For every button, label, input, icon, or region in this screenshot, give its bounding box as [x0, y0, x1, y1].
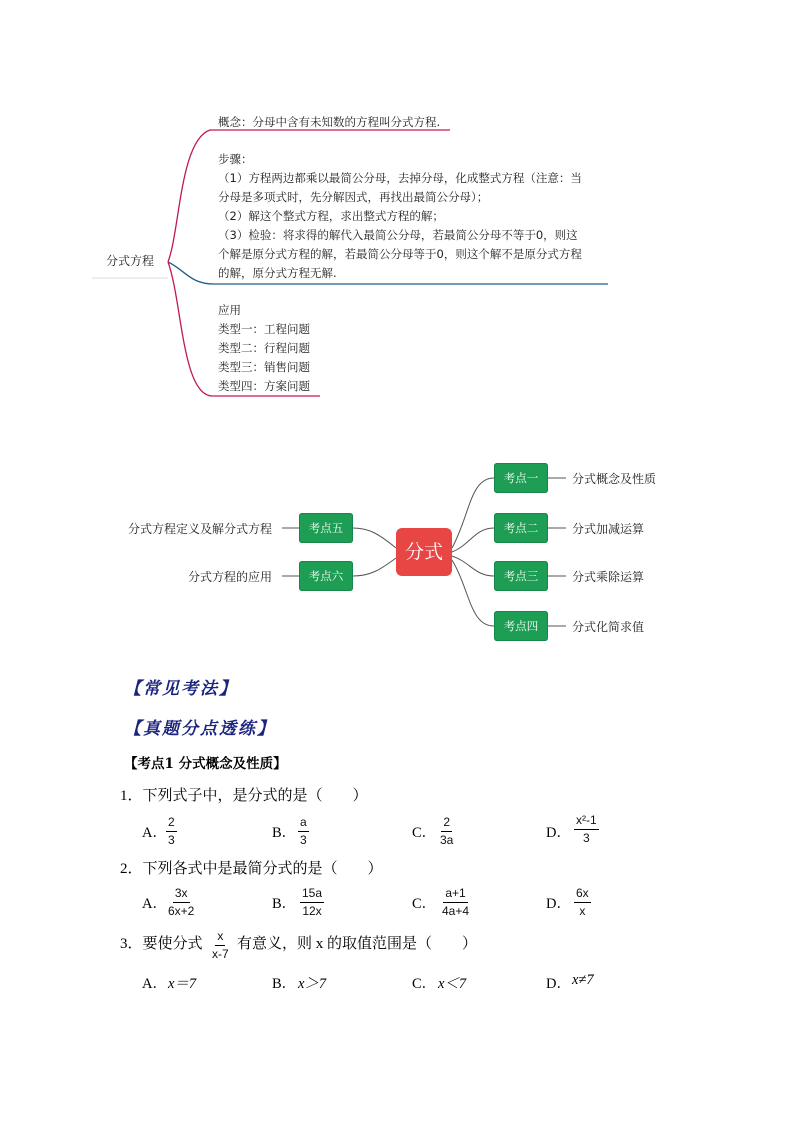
- q1-option-d-label: D．: [546, 825, 571, 841]
- application-line: 类型一：工程问题: [218, 322, 310, 336]
- q3-option-c-label: C．: [412, 976, 437, 992]
- q3-option-a-label: A．: [142, 976, 167, 992]
- section-practice: 【真题分点透练】: [124, 719, 276, 739]
- q2-option-d-fraction: [574, 886, 591, 919]
- steps-line: （3）检验：将求得的解代入最简公分母，若最简公分母不等于0，则这: [218, 228, 578, 242]
- node-kaodian1: 考点一: [494, 463, 548, 493]
- node-kaodian2: 考点二: [494, 513, 548, 543]
- denominator: 3a: [440, 833, 454, 847]
- steps-line: 个解是原分式方程的解，若最简公分母等于0，则这个解不是原分式方程: [218, 247, 582, 261]
- question-2-stem: 2．下列各式中是最简分式的是（ ）: [120, 861, 383, 877]
- denominator: 12x: [302, 904, 322, 918]
- steps-line: （1）方程两边都乘以最简公分母，去掉分母，化成整式方程（注意：当: [218, 171, 582, 185]
- q1-option-a-fraction: [166, 815, 177, 848]
- q1-option-a-label: A．: [142, 825, 167, 841]
- numerator: 15a: [300, 886, 324, 903]
- application-line: 应用: [218, 303, 241, 317]
- steps-line: 分母是多项式时，先分解因式，再找出最简公分母）；: [218, 190, 489, 204]
- q3-option-b-label: B．: [272, 976, 297, 992]
- denominator: 3: [582, 831, 590, 845]
- q1-option-b-label: B．: [272, 825, 297, 841]
- numerator: x: [215, 929, 225, 946]
- node-kaodian5: 考点五: [299, 513, 353, 543]
- mindmap1-root: 分式方程: [106, 254, 155, 268]
- leaf-text: 分式方程定义及解分式方程: [128, 522, 273, 536]
- q1-option-c-fraction: [438, 815, 455, 848]
- question-3-fraction: [210, 929, 231, 962]
- question-1-stem: 1．下列式子中，是分式的是（ ）: [120, 788, 368, 804]
- q2-option-c-label: C．: [412, 896, 437, 912]
- denominator: 4a+4: [442, 904, 470, 918]
- denominator: 6x+2: [168, 904, 195, 918]
- node-kaodian6: 考点六: [299, 561, 353, 591]
- numerator: 3x: [173, 886, 190, 903]
- numerator: a+1: [443, 886, 467, 903]
- question-3-stem-pre: 3．要使分式: [120, 936, 203, 952]
- numerator: 6x: [574, 886, 591, 903]
- denominator: 3: [300, 833, 307, 847]
- q2-option-a-fraction: [166, 886, 196, 919]
- denominator: x-7: [212, 947, 229, 961]
- application-line: 类型三：销售问题: [218, 360, 310, 374]
- steps-line: 的解，原分式方程无解.: [218, 266, 337, 280]
- application-line: 类型二：行程问题: [218, 341, 310, 355]
- leaf-text: 分式加减运算: [572, 522, 645, 536]
- numerator: 2: [166, 815, 177, 832]
- leaf-text: 分式化简求值: [572, 620, 645, 634]
- q2-option-b-label: B．: [272, 896, 297, 912]
- section-common: 【常见考法】: [124, 679, 238, 699]
- q1-option-d-fraction: [574, 813, 599, 846]
- steps-line: （2）解这个整式方程，求出整式方程的解；: [218, 209, 444, 223]
- steps-line: 步骤：: [218, 152, 253, 166]
- leaf-text: 分式方程的应用: [188, 570, 273, 584]
- kaodian1-title: 【考点1 分式概念及性质】: [124, 756, 287, 772]
- node-kaodian4: 考点四: [494, 611, 548, 641]
- q2-option-d-label: D．: [546, 896, 571, 912]
- leaf-text: 分式乘除运算: [572, 570, 645, 584]
- numerator: 2: [441, 815, 452, 832]
- denominator: 3: [168, 833, 175, 847]
- mindmap2-center: 分式: [396, 528, 452, 576]
- q3-option-a-text: x＝7: [168, 976, 197, 992]
- q2-option-c-fraction: [440, 886, 471, 919]
- q3-option-b-text: x＞7: [298, 976, 327, 992]
- q1-option-c-label: C．: [412, 825, 437, 841]
- application-line: 类型四：方案问题: [218, 379, 310, 393]
- leaf-text: 分式概念及性质: [572, 472, 657, 486]
- q1-option-b-fraction: [298, 815, 309, 848]
- q3-option-d-text: x≠7: [572, 972, 594, 988]
- node-kaodian3: 考点三: [494, 561, 548, 591]
- q3-option-d-label: D．: [546, 976, 571, 992]
- q2-option-a-label: A．: [142, 896, 167, 912]
- q3-option-c-text: x＜7: [438, 976, 467, 992]
- numerator: a: [298, 815, 309, 832]
- question-3-stem-post: 有意义，则 x 的取值范围是（ ）: [237, 936, 478, 952]
- q2-option-b-fraction: [300, 886, 324, 919]
- numerator: x²-1: [574, 813, 599, 830]
- denominator: x: [579, 904, 586, 918]
- concept-text: 概念：分母中含有未知数的方程叫分式方程.: [218, 115, 441, 129]
